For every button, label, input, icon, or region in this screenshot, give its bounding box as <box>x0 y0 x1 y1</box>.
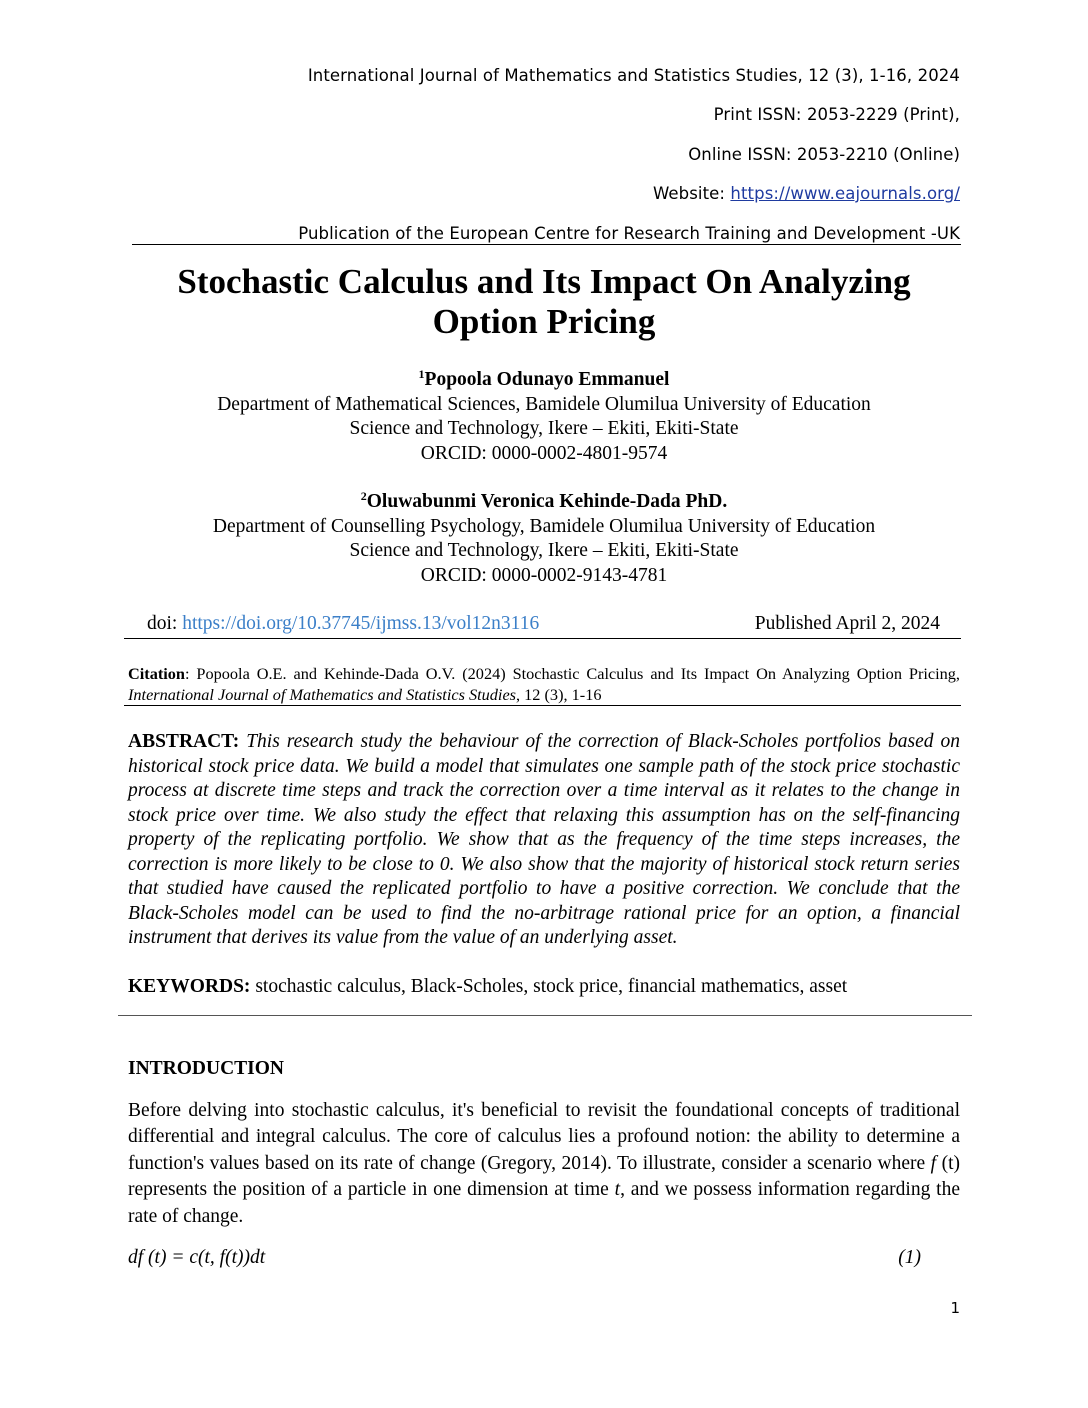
online-issn: Online ISSN: 2053-2210 (Online) <box>688 145 960 164</box>
abstract-divider <box>118 1015 972 1016</box>
title-line-1: Stochastic Calculus and Its Impact On Analyzing <box>177 262 911 301</box>
author-affiliation: Department of Mathematical Sciences, Bamidele Olumilua University of Education <box>217 393 871 415</box>
author-block-1 <box>100 368 988 466</box>
author-superscript: 2 <box>360 489 367 503</box>
math-t: t <box>614 1179 621 1201</box>
journal-line: International Journal of Mathematics and Statistics Studies, 12 (3), 1-16, 2024 <box>307 66 960 85</box>
doi-link[interactable]: https://doi.org/10.37745/ijmss.13/vol12n3116 <box>182 613 540 634</box>
keywords-text: stochastic calculus, Black-Scholes, stock price, financial mathematics, asset <box>250 976 848 997</box>
author-superscript: 1 <box>418 367 425 381</box>
citation-divider <box>124 705 961 706</box>
keywords-label: KEYWORDS: <box>128 976 251 997</box>
author-affiliation: Science and Technology, Ikere – Ekiti, Ekiti-State <box>349 418 739 439</box>
citation: Citation: Popoola O.E. and Kehinde-Dada O.V. (2024) Stochastic Calculus and Its Impact On Analyzing Option Pricing, International Journal of Mathematics and Statistics Studies, 12 (3), 1-16 <box>128 664 960 704</box>
publisher-line: Publication of the European Centre for Research Training and Development -UK <box>298 224 960 243</box>
author-affiliation: Department of Counselling Psychology, Bamidele Olumilua University of Education <box>212 515 876 537</box>
website-link[interactable]: https://www.eajournals.org/ <box>730 184 960 203</box>
author-name: $^1$Popoola Odunayo Emmanuel <box>418 367 670 390</box>
doi-divider <box>124 638 961 639</box>
equation-number: (1) <box>898 1247 921 1268</box>
citation-label: Citation <box>128 664 185 683</box>
author-affiliation: Science and Technology, Ikere – Ekiti, Ekiti-State <box>349 540 739 561</box>
abstract-text: This research study the behaviour of the correction of Black-Scholes portfolios based on historical stock price data. We build a model that simulates one sample path of the stock price stochastic process at discrete time steps and track the correction over a time interval as it relates to the change in stock price over time. We also study the effect that relaxing this assumption has on the self-financing property of the replicating portfolio. We show that as the frequency of the time steps increases, the correction is more likely to be close to 0. We also show that the majority of historical stock return series that studied have caused the replicated portfolio to have a positive correction. We conclude that the Black-Scholes model can be used to find the no-arbitrage rational price for an option, a financial instrument that derives its value from the value of an underlying asset. <box>128 731 961 948</box>
print-issn: Print ISSN: 2053-2229 (Print), <box>713 105 960 124</box>
page-number: 1 <box>950 1299 960 1317</box>
published-date: Published April 2, 2024 <box>754 613 940 634</box>
author-orcid: ORCID: 0000-0002-9143-4781 <box>420 564 668 586</box>
paper-title <box>100 262 988 342</box>
website-label: Website: <box>652 184 731 203</box>
equation: df (t) = c(t, f(t))dt <box>128 1247 266 1268</box>
doi-label: doi: <box>147 613 183 634</box>
title-line-2: Option Pricing <box>432 302 656 341</box>
abstract-label: ABSTRACT: <box>128 731 240 752</box>
header-divider <box>132 244 961 245</box>
doi-line <box>147 613 539 635</box>
math-f: f <box>930 1152 937 1174</box>
section-heading: INTRODUCTION <box>128 1058 285 1079</box>
author-orcid: ORCID: 0000-0002-4801-9574 <box>420 442 668 464</box>
website-line <box>653 184 960 203</box>
author-block-2 <box>100 490 988 588</box>
citation-journal: International Journal of Mathematics and Statistics Studies <box>128 685 517 704</box>
intro-paragraph: Before delving into stochastic calculus, it's beneficial to revisit the foundational concepts of traditional differential and integral calculus. The core of calculus lies a profound notion: the ability to determine a function's values based on its rate of change (Gregory, 2014). To illustrate, consider a scenario where f (t) represents the position of a particle in one dimension at time t, and we possess information regarding the rate of change. <box>128 1100 960 1227</box>
author-name: $^2$Oluwabunmi Veronica Kehinde-Dada PhD. <box>360 489 728 512</box>
abstract <box>128 730 960 951</box>
keywords <box>128 975 960 1000</box>
